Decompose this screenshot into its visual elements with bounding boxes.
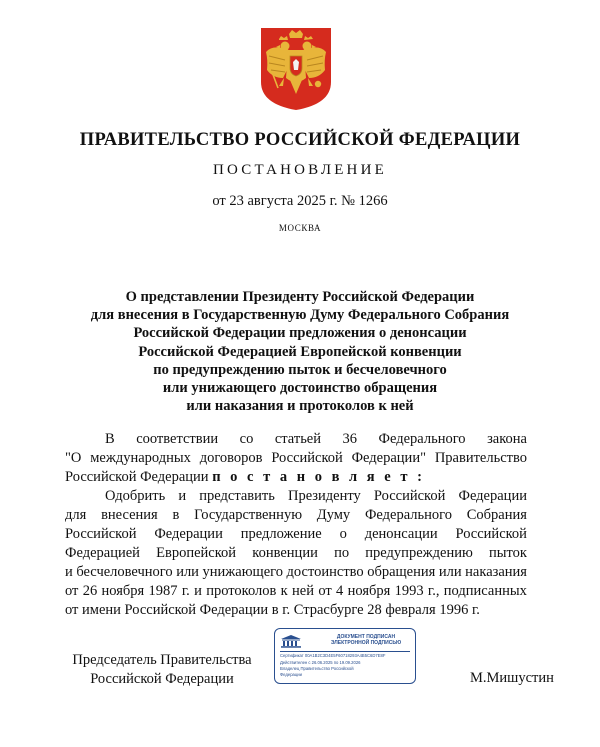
word: Федерации	[154, 526, 223, 542]
word: по	[334, 545, 350, 561]
word: к	[280, 583, 288, 599]
text-line	[65, 544, 527, 563]
text-line	[65, 563, 527, 582]
word: 1993	[394, 583, 424, 599]
word: бесчеловечного	[76, 564, 173, 580]
word: 26	[82, 583, 98, 599]
word: "О	[65, 450, 82, 466]
word: со	[239, 431, 254, 447]
certificate-owner: Владелец Правительство Российской	[280, 666, 354, 671]
word: предупреждению	[365, 545, 473, 561]
signer-name: М.Мишустин	[470, 670, 554, 686]
stamp-divider	[280, 651, 410, 652]
heading-line: для внесения в Государственную Думу Федерального Собрания	[90, 307, 510, 324]
heading-line: Российской Федерации предложения о денонсации	[133, 325, 467, 342]
heading-line: или наказания и протоколов к ней	[186, 398, 414, 415]
word: в	[172, 507, 180, 523]
word: или	[176, 564, 199, 580]
word: пыток	[489, 545, 527, 561]
word: Федерации"	[351, 450, 426, 466]
word: наказания	[465, 564, 527, 580]
word: Российской	[65, 526, 137, 542]
stamp-title-line: ДОКУМЕНТ ПОДПИСАН	[336, 634, 396, 640]
resolves-word: п о с т а н о в л я е т :	[212, 469, 425, 485]
word: международных	[90, 450, 191, 466]
certificate-validity: Действителен с 26.06.2025 по 19.09.2026	[280, 660, 361, 665]
paragraph-resolution	[65, 487, 527, 620]
word: Российской	[455, 526, 527, 542]
word: от	[65, 583, 79, 599]
word: унижающего	[202, 564, 283, 580]
word: Думу	[316, 507, 351, 523]
stamp-title	[319, 634, 413, 646]
word: Собрания	[466, 507, 527, 523]
word: протоколов	[206, 583, 277, 599]
word: статьей	[274, 431, 321, 447]
text-line	[65, 582, 527, 601]
word: ней	[292, 583, 314, 599]
word: для	[65, 507, 87, 523]
word: Правительство	[434, 450, 527, 466]
signer-position	[62, 651, 262, 689]
word: конвенции	[252, 545, 318, 561]
text-line	[65, 449, 527, 468]
heading-line: или унижающего достоинство обращения	[162, 380, 438, 397]
stamp-title-line: ЭЛЕКТРОННОЙ ПОДПИСЬЮ	[330, 640, 402, 646]
word: и	[65, 564, 73, 580]
word: подписанных	[443, 583, 527, 599]
heading-line: О представлении Президенту Российской Федерации	[125, 289, 475, 305]
word: о	[339, 526, 347, 542]
word: Федерации	[458, 488, 527, 504]
word: Федерального	[364, 507, 452, 523]
word: Федерацией	[65, 545, 140, 561]
text-line: от имени Российской Федерации в г. Страсбурге 28 февраля 1996 г.	[65, 602, 480, 618]
word: ноября	[101, 583, 145, 599]
word: внесения	[101, 507, 158, 523]
city: МОСКВА	[278, 223, 322, 233]
word: Президенту	[287, 488, 361, 504]
word: 1987	[148, 583, 178, 599]
paragraph-preamble	[65, 430, 527, 487]
word: и	[194, 583, 202, 599]
government-title: ПРАВИТЕЛЬСТВО РОССИЙСКОЙ ФЕДЕРАЦИИ	[79, 130, 521, 150]
decree-heading	[40, 288, 560, 415]
text-line	[65, 525, 527, 544]
word: г.	[181, 583, 190, 599]
signer-position-line: Председатель Правительства	[72, 652, 252, 668]
electronic-signature-stamp	[274, 628, 416, 684]
word: Российской	[373, 488, 446, 504]
russian-coat-of-arms-icon	[259, 26, 333, 112]
word: от	[318, 583, 332, 599]
text-line	[65, 430, 527, 449]
text-fragment: Российской Федерации	[65, 469, 213, 485]
word: В	[105, 431, 115, 447]
text-line	[65, 506, 527, 525]
word: или	[438, 564, 462, 580]
heading-line: Российской Федерацией Европейской конвенции	[138, 343, 462, 360]
certificate-number: Сертификат 00A1B2C3D4E5F60718293A4B5C6D7E8F	[280, 653, 386, 658]
word: соответствии	[136, 431, 219, 447]
word: обращения	[367, 564, 436, 580]
government-building-icon	[280, 634, 302, 648]
document-type: ПОСТАНОВЛЕНИЕ	[213, 162, 387, 178]
word: представить	[199, 488, 275, 504]
word: г.,	[427, 583, 440, 599]
word: Российской	[271, 450, 343, 466]
text-line	[65, 487, 527, 506]
text-line	[65, 468, 527, 487]
word: Государственную	[194, 507, 303, 523]
word: 36	[342, 431, 358, 447]
word: и	[178, 488, 187, 504]
word: достоинство	[286, 564, 364, 580]
word: договоров	[199, 450, 263, 466]
signer-position-line: Российской Федерации	[90, 671, 234, 687]
word: 4	[336, 583, 344, 599]
word: предложение	[240, 526, 322, 542]
word: Одобрить	[105, 488, 166, 504]
word: денонсации	[364, 526, 438, 542]
word: закона	[487, 431, 527, 447]
date-and-number: от 23 августа 2025 г. № 1266	[212, 193, 388, 209]
word: Федерального	[378, 431, 466, 447]
word: Европейской	[156, 545, 237, 561]
certificate-owner-cont: Федерации	[280, 672, 302, 677]
heading-line: по предупреждению пыток и бесчеловечного	[153, 361, 447, 378]
word: ноября	[347, 583, 391, 599]
